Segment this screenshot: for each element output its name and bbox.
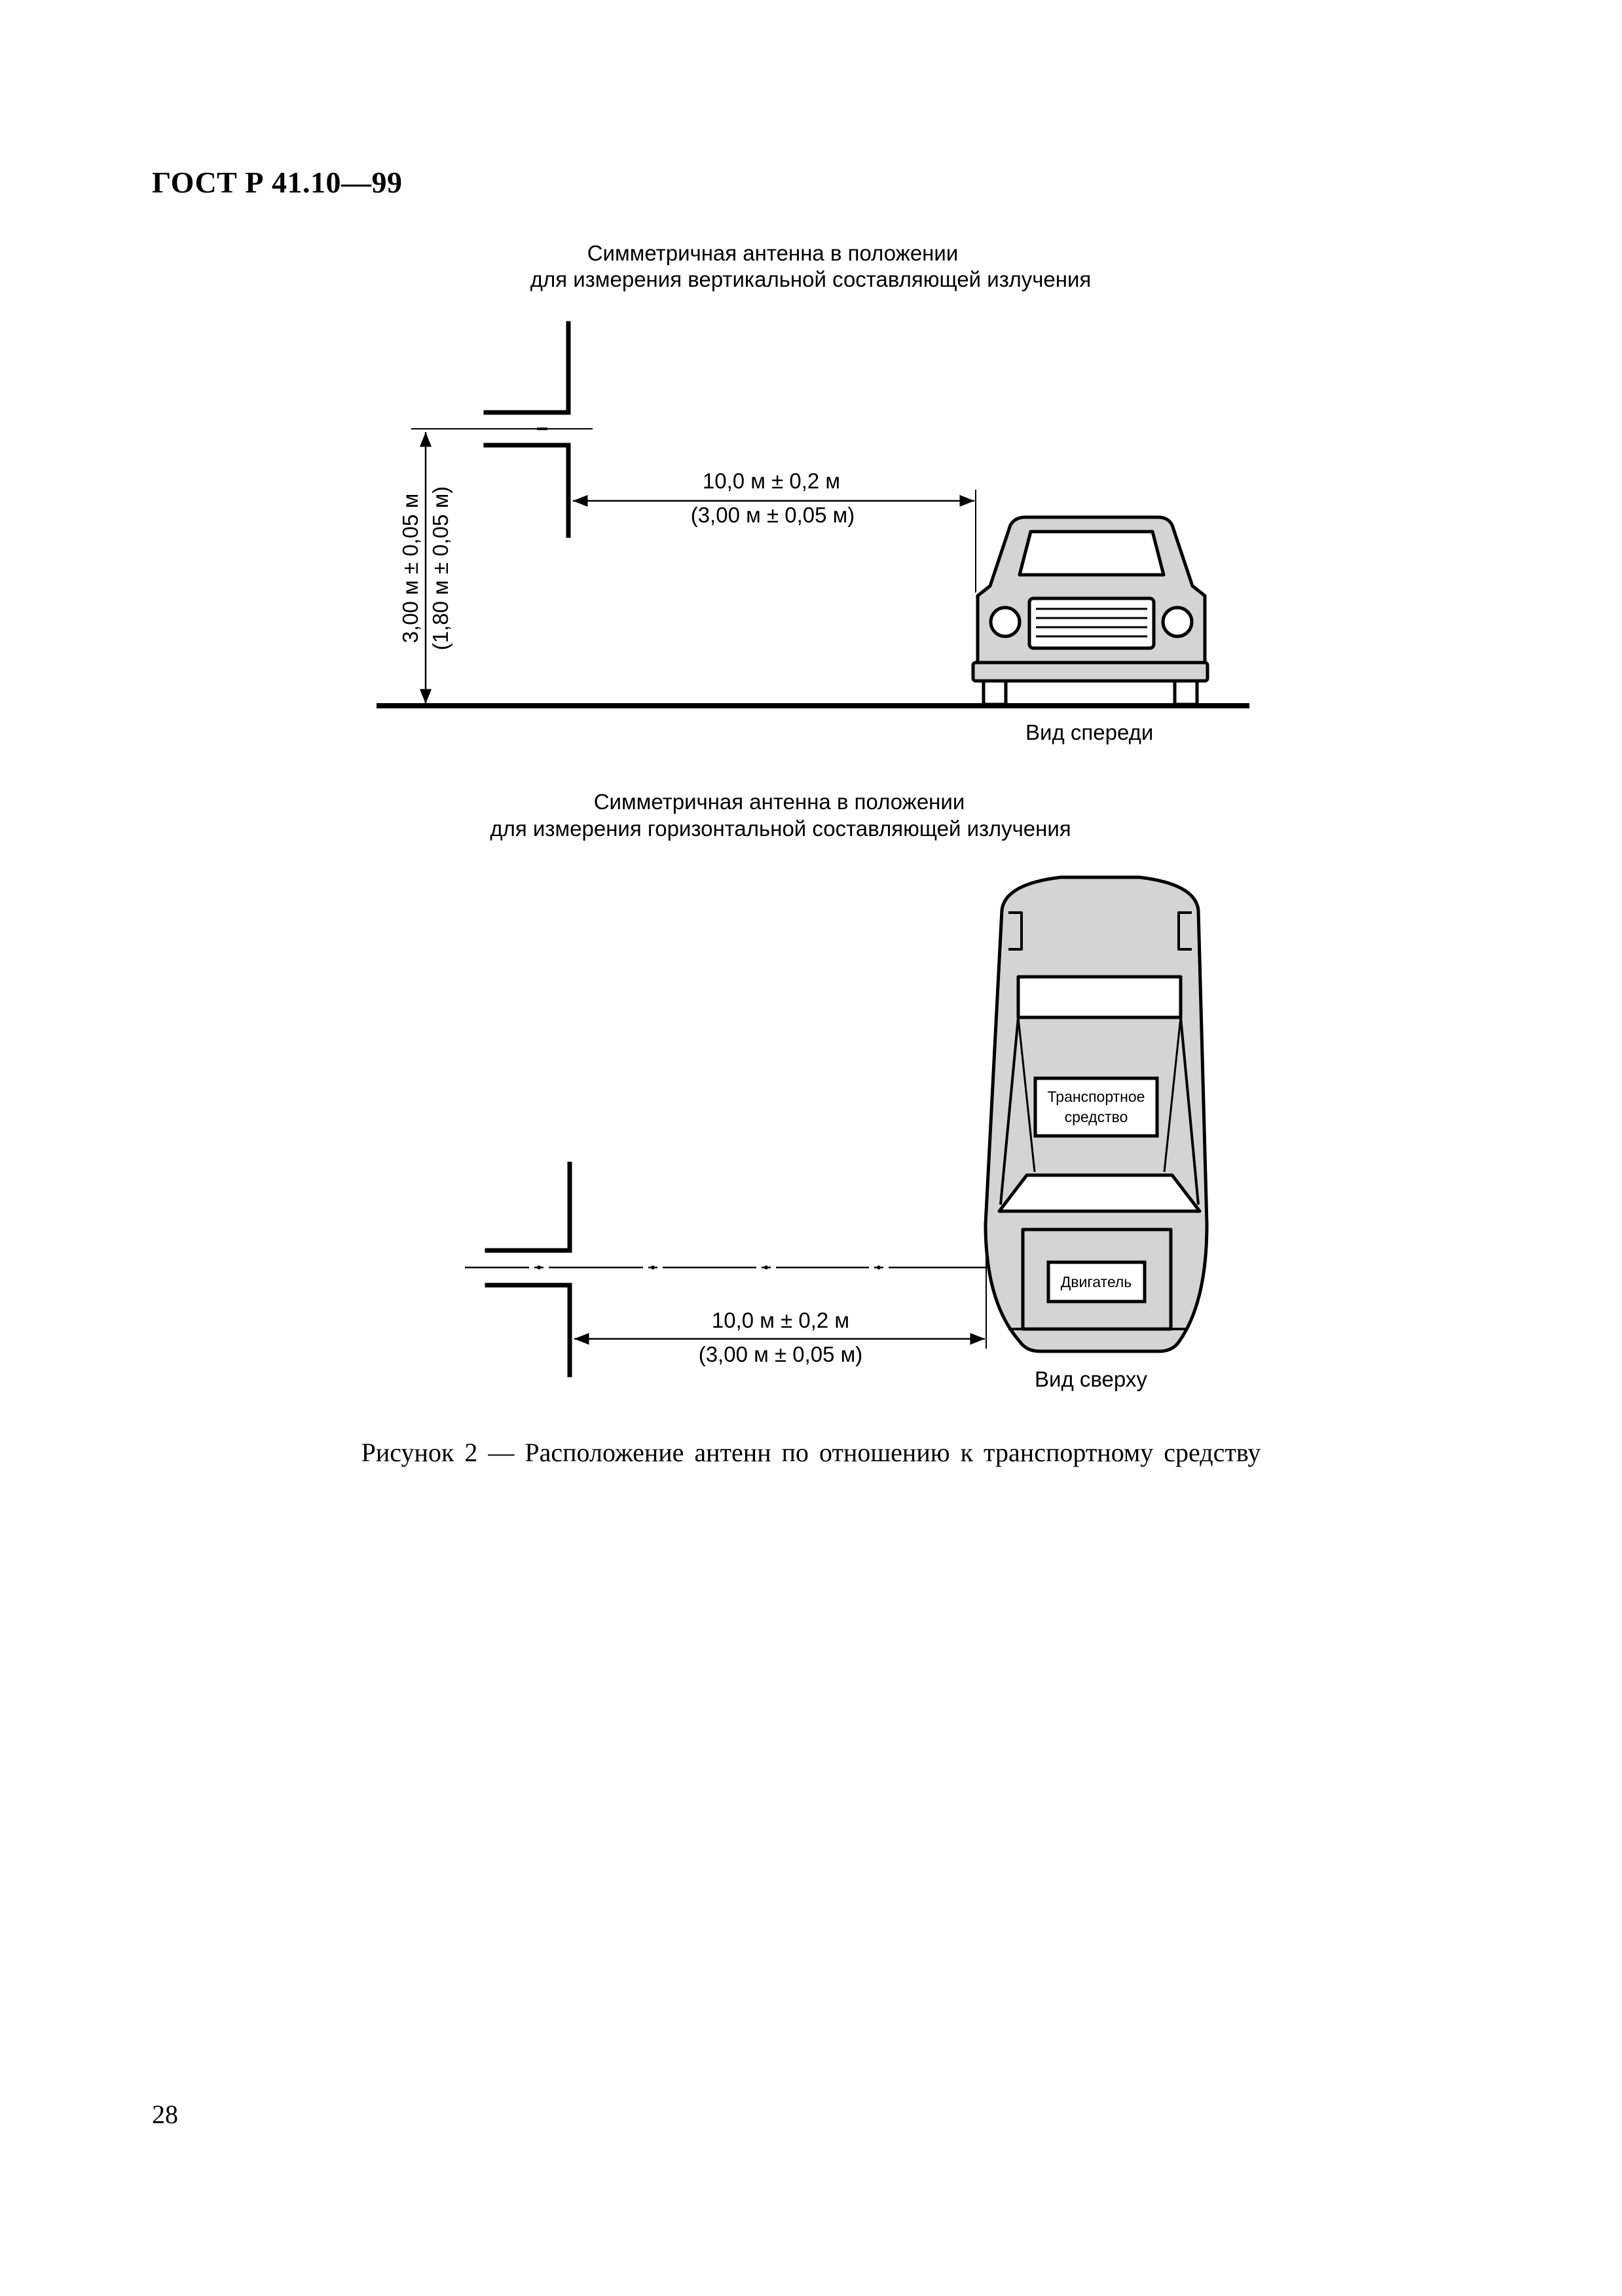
front-view-diagram (377, 241, 1249, 744)
vehicle-label-line2: средство (1064, 1108, 1128, 1125)
engine-label: Двигатель (1060, 1273, 1132, 1290)
page-number: 28 (152, 2100, 178, 2129)
figure-caption: Рисунок 2 — Расположение антенн по отношению к транспортному средству (361, 1438, 1261, 1467)
front-view-label: Вид спереди (1025, 720, 1154, 744)
top-distance-label: 10,0 м ± 0,2 м (711, 1308, 850, 1332)
height-label: 3,00 м ± 0,05 м (398, 493, 422, 644)
top-view-diagram (465, 790, 1207, 1391)
top-view-label: Вид сверху (1035, 1367, 1147, 1391)
top-view-title-line2: для измерения горизонтальной составляющей излучения (490, 816, 1071, 841)
car-front-view (973, 517, 1207, 704)
height-label-alt: (1,80 м ± 0,05 м) (428, 486, 452, 651)
top-view-title-line1: Симметричная антенна в положении (593, 790, 965, 814)
vehicle-label-box (1035, 1078, 1157, 1136)
horizontal-dipole-antenna (487, 1164, 570, 1375)
front-view-title-line1: Симметричная антенна в положении (587, 241, 959, 265)
front-distance-label-alt: (3,00 м ± 0,05 м) (690, 503, 855, 527)
document-header: ГОСТ Р 41.10—99 (152, 166, 403, 199)
front-view-title-line2: для измерения вертикальной составляющей излучения (530, 267, 1092, 291)
vehicle-label-line1: Транспортное (1047, 1088, 1145, 1105)
front-distance-label: 10,0 м ± 0,2 м (702, 469, 841, 493)
top-distance-label-alt: (3,00 м ± 0,05 м) (698, 1342, 863, 1366)
